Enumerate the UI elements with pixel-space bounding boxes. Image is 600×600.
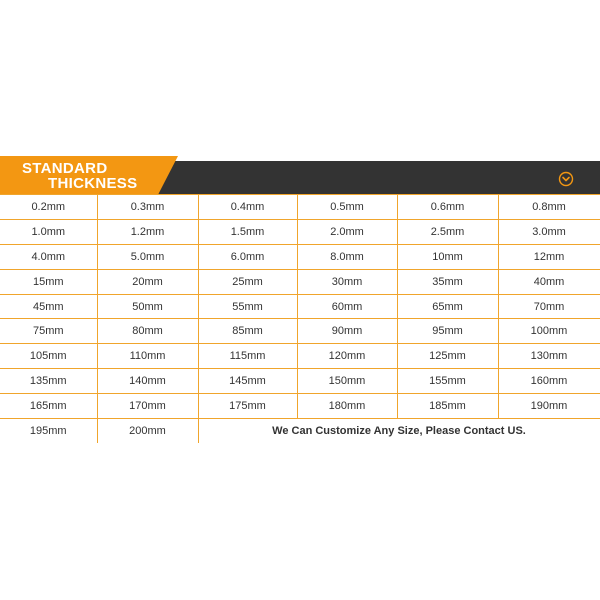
thickness-table xyxy=(0,194,600,443)
thickness-cell: 4.0mm xyxy=(0,244,97,269)
thickness-cell: 12mm xyxy=(498,244,600,269)
thickness-cell: 80mm xyxy=(97,319,198,344)
thickness-cell: 0.2mm xyxy=(0,195,97,220)
thickness-cell: 75mm xyxy=(0,319,97,344)
thickness-cell: 15mm xyxy=(0,269,97,294)
thickness-cell: 2.5mm xyxy=(397,219,498,244)
thickness-cell: 0.8mm xyxy=(498,195,600,220)
thickness-cell: 0.6mm xyxy=(397,195,498,220)
thickness-cell: 6.0mm xyxy=(198,244,297,269)
thickness-cell: 190mm xyxy=(498,394,600,419)
thickness-cell: 70mm xyxy=(498,294,600,319)
thickness-cell: 40mm xyxy=(498,269,600,294)
thickness-cell: 200mm xyxy=(97,419,198,443)
thickness-cell: 45mm xyxy=(0,294,97,319)
thickness-cell: 65mm xyxy=(397,294,498,319)
thickness-cell: 110mm xyxy=(97,344,198,369)
thickness-cell: 60mm xyxy=(297,294,397,319)
thickness-cell: 195mm xyxy=(0,419,97,443)
thickness-cell: 20mm xyxy=(97,269,198,294)
thickness-cell: 3.0mm xyxy=(498,219,600,244)
thickness-cell: 0.4mm xyxy=(198,195,297,220)
thickness-cell: 2.0mm xyxy=(297,219,397,244)
table-row xyxy=(0,319,600,344)
thickness-cell: 100mm xyxy=(498,319,600,344)
table-row xyxy=(0,219,600,244)
table-row xyxy=(0,244,600,269)
thickness-cell: 150mm xyxy=(297,369,397,394)
table-row xyxy=(0,269,600,294)
thickness-cell: 145mm xyxy=(198,369,297,394)
thickness-cell: 1.5mm xyxy=(198,219,297,244)
thickness-cell: 105mm xyxy=(0,344,97,369)
thickness-cell: 130mm xyxy=(498,344,600,369)
banner-title-line2: THICKNESS xyxy=(48,175,138,192)
thickness-cell: 5.0mm xyxy=(97,244,198,269)
thickness-cell: 165mm xyxy=(0,394,97,419)
thickness-cell: 8.0mm xyxy=(297,244,397,269)
thickness-cell: 140mm xyxy=(97,369,198,394)
thickness-cell: 30mm xyxy=(297,269,397,294)
thickness-cell: 175mm xyxy=(198,394,297,419)
thickness-cell: 125mm xyxy=(397,344,498,369)
thickness-cell: 35mm xyxy=(397,269,498,294)
banner-title-line1: STANDARD xyxy=(22,160,108,177)
table-row xyxy=(0,369,600,394)
thickness-cell: 170mm xyxy=(97,394,198,419)
table-row xyxy=(0,294,600,319)
customize-note: We Can Customize Any Size, Please Contact US. xyxy=(198,419,600,443)
thickness-cell: 50mm xyxy=(97,294,198,319)
thickness-cell: 180mm xyxy=(297,394,397,419)
thickness-cell: 120mm xyxy=(297,344,397,369)
thickness-cell: 85mm xyxy=(198,319,297,344)
thickness-cell: 10mm xyxy=(397,244,498,269)
thickness-cell: 185mm xyxy=(397,394,498,419)
thickness-cell: 115mm xyxy=(198,344,297,369)
thickness-cell: 155mm xyxy=(397,369,498,394)
thickness-cell: 0.3mm xyxy=(97,195,198,220)
chevron-down-circle-icon[interactable] xyxy=(558,171,574,187)
thickness-cell: 95mm xyxy=(397,319,498,344)
thickness-cell: 160mm xyxy=(498,369,600,394)
thickness-cell: 1.2mm xyxy=(97,219,198,244)
standard-thickness-banner xyxy=(0,156,600,194)
thickness-cell: 0.5mm xyxy=(297,195,397,220)
thickness-cell: 135mm xyxy=(0,369,97,394)
thickness-cell: 25mm xyxy=(198,269,297,294)
table-row xyxy=(0,419,600,443)
thickness-cell: 90mm xyxy=(297,319,397,344)
thickness-cell: 55mm xyxy=(198,294,297,319)
table-row xyxy=(0,344,600,369)
table-row xyxy=(0,394,600,419)
table-row xyxy=(0,195,600,220)
thickness-cell: 1.0mm xyxy=(0,219,97,244)
